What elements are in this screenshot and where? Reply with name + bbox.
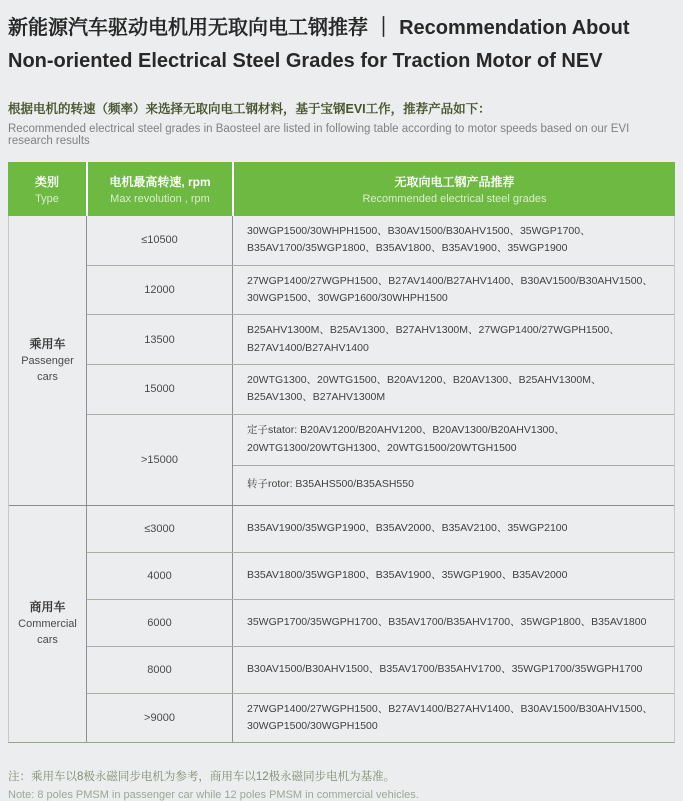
speed-cell: 6000 (87, 600, 233, 646)
table-row (87, 314, 674, 364)
speed-cell: ≤10500 (87, 216, 233, 265)
grades-cell: B35AV1800/35WGP1800、B35AV1900、35WGP1900、B35AV2000 (247, 568, 568, 581)
table-section (9, 505, 674, 743)
grades-cell: B25AHV1300M、B25AV1300、B27AHV1300M、27WGP1400/27WGPH1500、B27AV1400/B27AHV1400 (247, 324, 620, 354)
subtitle-zh: 根据电机的转速（频率）来选择无取向电工钢材料，基于宝钢EVI工作，推荐产品如下： (8, 102, 491, 116)
grades-cell: B30AV1500/B30AHV1500、B35AV1700/B35AHV1700、35WGP1700/35WGPH1700 (247, 662, 643, 675)
page-title-line-1: 新能源汽车驱动电机用无取向电工钢推荐 ｜ Recommendation About (8, 17, 630, 39)
speed-cell: >9000 (87, 694, 233, 743)
sub-rows (233, 415, 674, 505)
type-cell (9, 216, 87, 505)
page-title-line-2: Non-oriented Electrical Steel Grades for Traction Motor of NEV (8, 50, 603, 72)
header-cell-grades (232, 162, 675, 216)
table-row (87, 646, 674, 693)
table-body (8, 216, 675, 743)
section-rows (87, 506, 674, 743)
speed-cell: 15000 (87, 365, 233, 414)
header-cell-speed (86, 162, 232, 216)
speed-cell: 13500 (87, 315, 233, 364)
section-rows (87, 216, 674, 505)
header-speed-en: Max revolution , rpm (110, 193, 210, 205)
type-label-en: Passenger cars (21, 354, 74, 383)
grades-cell: 20WTG1300、20WTG1500、B20AV1200、B20AV1300、B25AHV1300M、B25AV1300、B27AHV1300M (247, 373, 602, 404)
speed-cell: 4000 (87, 553, 233, 599)
table-row (87, 506, 674, 552)
grades-cell: 27WGP1400/27WGPH1500、B27AV1400/B27AHV1400、B30AV1500/B30AHV1500、30WGP1500/30WGPH1500 (247, 702, 653, 732)
header-grades-en: Recommended electrical steel grades (362, 193, 547, 205)
sub-row-grades-cell: 定子stator: B20AV1200/B20AHV1200、B20AV1300/B20AHV1300、20WTG1300/20WTGH1300、20WTG1500/20WTGH1500 (247, 424, 565, 454)
table-row (87, 216, 674, 265)
header-type-en: Type (35, 193, 59, 205)
sub-row-grades-cell: 转子rotor: B35AHS500/B35ASH550 (233, 465, 674, 505)
grades-cell: 30WGP1500/30WHPH1500、B30AV1500/B30AHV1500、35WGP1700、B35AV1700/35WGP1800、B35AV1800、B35AV1900、35WGP1900 (247, 225, 591, 255)
note-zh: 注：乘用车以8极永磁同步电机为参考，商用车以12极永磁同步电机为基准。 (8, 771, 396, 784)
table-row (87, 599, 674, 646)
note-en: Note: 8 poles PMSM in passenger car while 12 poles PMSM in commercial vehicles. (8, 789, 419, 801)
header-type-zh: 类别 (34, 175, 59, 189)
speed-cell: ≤3000 (87, 506, 233, 552)
header-speed-zh: 电机最高转速, rpm (109, 175, 211, 189)
speed-cell: >15000 (87, 415, 233, 505)
grades-cell: 35WGP1700/35WGPH1700、B35AV1700/B35AHV1700、35WGP1800、B35AV1800 (247, 615, 647, 628)
speed-cell: 8000 (87, 647, 233, 693)
table-row (87, 552, 674, 599)
table-row (87, 693, 674, 743)
header-cell-type (8, 162, 86, 216)
subtitle-en: Recommended electrical steel grades in Baosteel are listed in following table according to motor speeds based on our EVI research results (8, 123, 630, 147)
type-cell (9, 506, 87, 743)
page-title (8, 12, 675, 78)
table-row (87, 364, 674, 414)
header-grades-zh: 无取向电工钢产品推荐 (394, 175, 515, 189)
type-label-en: Commercial cars (18, 618, 77, 647)
type-label-zh: 商用车 (29, 600, 66, 615)
speed-cell: 12000 (87, 266, 233, 315)
table-row (87, 265, 674, 315)
grades-cell: 27WGP1400/27WGPH1500、B27AV1400/B27AHV1400、B30AV1500/B30AHV1500、30WGP1500、30WGP1600/30WHPH1500 (247, 274, 653, 304)
recommendation-table (8, 162, 675, 743)
type-label-zh: 乘用车 (29, 336, 66, 351)
table-section (9, 216, 674, 505)
table-row (87, 414, 674, 505)
grades-cell: B35AV1900/35WGP1900、B35AV2000、B35AV2100、35WGP2100 (247, 521, 568, 534)
table-header-row (8, 162, 675, 216)
